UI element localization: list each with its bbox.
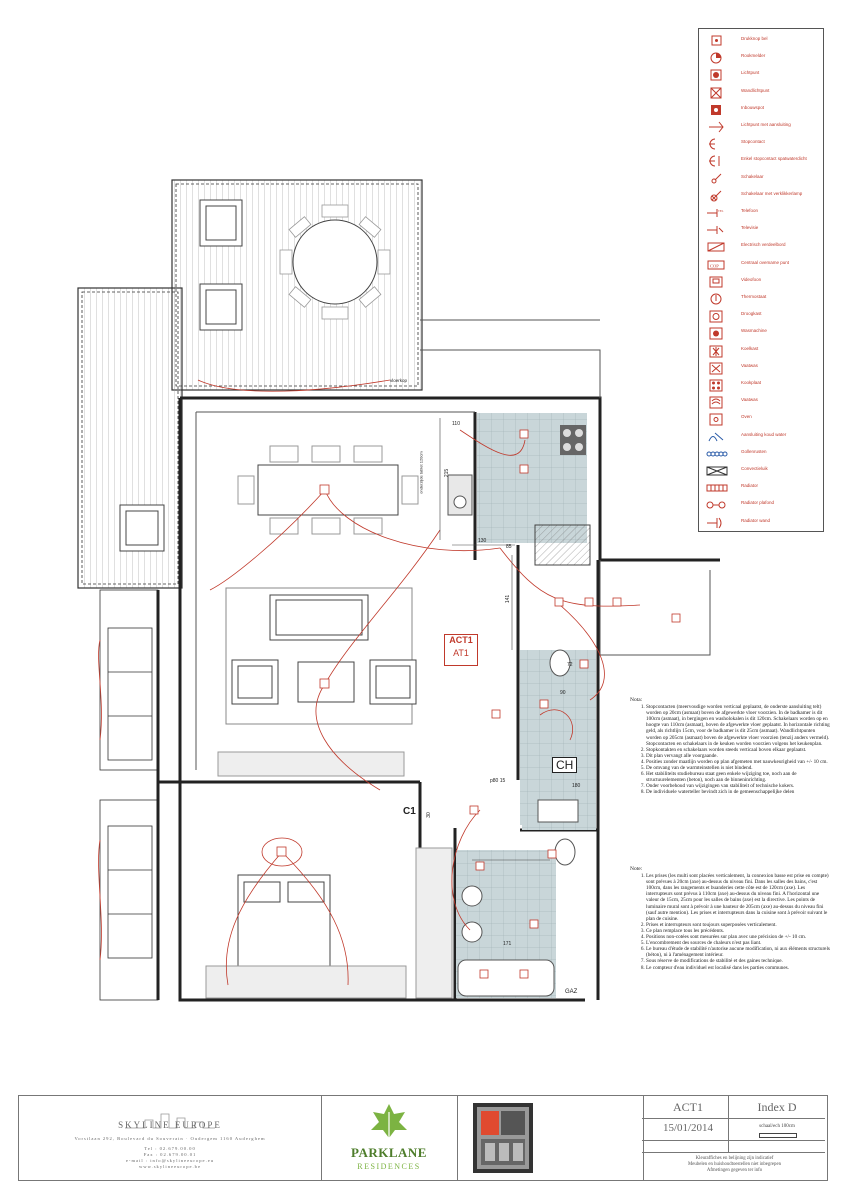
cooktop-icon <box>705 378 727 392</box>
legend-item-label: Telefoon <box>741 208 759 213</box>
legend-item-label: Gollenrusten <box>741 448 767 454</box>
legend-item-label: Lichtpunt met aansluiting <box>741 122 791 127</box>
socket-icon <box>705 137 727 151</box>
company-web: www.skylineeurope.be <box>138 1164 202 1169</box>
keyplan-cell <box>457 1096 644 1180</box>
legend-item-label: Inbouwspot <box>741 104 765 110</box>
legend-item <box>699 497 823 513</box>
wall-light-icon <box>705 86 727 100</box>
sheet-scale-bar <box>759 1133 797 1138</box>
cop-icon <box>705 258 727 272</box>
legend-item <box>699 102 823 118</box>
sheet-index: Index D <box>757 1100 797 1114</box>
note-item: 6. Het stabiliteits studiebureau staat geen enkele wijziging toe, noch aan de structuurelementen (beton), noch aan de binneninrichting. <box>646 771 830 783</box>
legend-item <box>699 136 823 152</box>
legend-item <box>699 360 823 376</box>
sheet-date: 15/01/2014 <box>662 1122 714 1134</box>
legend-item-label: Aansluiting koud water <box>741 431 787 437</box>
legend-item <box>699 377 823 393</box>
legend-item <box>699 480 823 496</box>
bed <box>206 848 452 998</box>
cold-water-icon <box>705 430 727 444</box>
footer-line-1: Kleuraffiches en belijning zijn indicatief <box>695 1156 774 1161</box>
note-item: 5. L'encombrement des sources de chaleurs n'est pas liant. <box>646 940 830 946</box>
room-c1-label: C1 <box>403 806 416 817</box>
legend-item <box>699 33 823 49</box>
legend-item-label: Centraal ovemame punt <box>741 259 790 265</box>
legend-item-label: Enkel stopcontact spatwaterdicht <box>741 156 807 162</box>
company-name: SKYLINE EUROPE <box>118 1120 222 1130</box>
legend-item <box>699 239 823 255</box>
terrace-left <box>78 288 182 588</box>
wall-radiator-icon <box>705 516 727 530</box>
legend-item <box>699 325 823 341</box>
legend-item <box>699 343 823 359</box>
legend-item <box>699 188 823 204</box>
dim-130: 130 <box>478 538 487 544</box>
tb-divider-v <box>728 1095 729 1152</box>
legend-item-label: Radiator wand <box>741 517 771 523</box>
legend-item <box>699 257 823 273</box>
distribution-board-icon <box>705 240 727 254</box>
fridge-icon <box>705 344 727 358</box>
footer-line-3: Afmetingen gegeven ter info <box>706 1168 763 1173</box>
note-item: 4. Posities zonder maatlijn worden op plan afgemeten met nauwkeurigheid van +/- 10 cm. <box>646 759 830 765</box>
legend-item-label: Schakelaar <box>741 173 764 179</box>
tb-divider-h3 <box>642 1152 825 1153</box>
splashproof-socket-icon <box>705 154 727 168</box>
legend-item <box>699 171 823 187</box>
company-tel: Tel : 02.679.00.00 <box>144 1146 196 1151</box>
legend-item-label: Televisie <box>741 225 759 231</box>
unit-subcode: AT1 <box>453 648 469 658</box>
chain-icon <box>705 447 727 461</box>
dim-141: 141 <box>505 594 512 604</box>
svg-text:TEL: TEL <box>718 209 724 213</box>
unit-code-box <box>444 634 478 666</box>
notes-dutch <box>630 697 830 796</box>
dishwasher2-icon <box>705 395 727 409</box>
dim-30: 30 <box>425 812 432 818</box>
legend <box>698 28 824 532</box>
title-block <box>18 1095 828 1181</box>
gaz-label: GAZ <box>565 989 578 995</box>
sheet-scale: schaal/ech 100cm <box>759 1124 795 1129</box>
terrace-upper <box>172 180 422 390</box>
notes-french-list <box>630 873 830 971</box>
pushbutton-icon <box>705 34 727 48</box>
unit-code: ACT1 <box>449 635 473 645</box>
legend-item <box>699 411 823 427</box>
parklane-leaf-icon <box>369 1102 409 1140</box>
switch-icon <box>705 172 727 186</box>
notes-dutch-title: Nota: <box>630 697 643 703</box>
oven-icon <box>705 412 727 426</box>
legend-item <box>699 67 823 83</box>
brand-name: PARKLANE <box>351 1145 427 1160</box>
legend-item <box>699 153 823 169</box>
note-item: 8. De individuele waterteller bevindt zich in de gemeenschappelijke delen <box>646 789 830 795</box>
brand-sub: RESIDENCES <box>357 1162 421 1171</box>
legend-item <box>699 205 823 221</box>
dishwasher-icon <box>705 361 727 375</box>
videophone-icon <box>705 275 727 289</box>
notes-dutch-list <box>630 704 830 795</box>
note-item: 2. Stopkontakten en schakelaars worden steeds verticaal boven elkaar geplaatst. <box>646 747 830 753</box>
note-item: 8. Le compteur d'eau individuel est localisé dans les parties communes. <box>646 965 830 971</box>
legend-item-label: Radiator plafond <box>741 500 775 506</box>
legend-item <box>699 274 823 290</box>
washing-machine-icon <box>705 326 727 340</box>
legend-item <box>699 515 823 531</box>
keyplan-thumbnail <box>473 1103 533 1173</box>
switch-pilot-icon <box>705 189 727 203</box>
company-fax: Fax : 02.679.00.01 <box>143 1152 197 1157</box>
legend-item-label: Thermostaat <box>741 294 767 299</box>
legend-item-label: Stopcontact <box>741 139 765 145</box>
notes-french-title: Note: <box>630 866 643 872</box>
note-item: 4. Positions non-cotées sont mesurées sur plan avec une précision de +/- 10 cm. <box>646 934 830 940</box>
dim-180: 180 <box>572 783 581 789</box>
legend-item-label: Lichtpunt <box>741 70 760 76</box>
legend-item <box>699 291 823 307</box>
legend-item <box>699 119 823 135</box>
legend-item <box>699 222 823 238</box>
legend-item-label: Koelkast <box>741 345 759 351</box>
legend-item <box>699 50 823 66</box>
dim-171: 171 <box>503 941 512 947</box>
note-item: 1. Les prises (les multi sont placées verticalement, la connexion basse est prise en compte) sont prévues à 20cm (axe) au-dessus du niveau fini. Dans les salles des bains, c'est 100cm, dans les rangements et buanderies cette côte est de 120cm (axe). Les interrupteurs sont prévus à 110cm (axe) au-dessus du niveau fini. A l'horizontal une valeur de 15cm, 25cm pour les salles de bains (axe) est la directive. Les points de luminaire mural sont à prévoir à une hauteur de 205cm (axe) au-dessus du niveau fini (sauf autre mention). Les prises et interrupteurs dans la cuisine sont à prévoir suivant le plan de cuisine. <box>646 873 830 922</box>
legend-item-label: Electrisch verdeelbord <box>741 242 786 248</box>
light-connection-icon <box>705 120 727 134</box>
company-cell <box>19 1096 322 1180</box>
legend-item-label: Drukknop bel <box>741 36 768 41</box>
svg-text:COP: COP <box>710 263 719 269</box>
legend-item-label: Vaatwas <box>741 397 758 403</box>
company-email: e-mail : info@skylineeurope.eu <box>125 1158 215 1163</box>
telephone-icon <box>705 206 727 220</box>
legend-item-label: Vaatwas <box>741 362 758 368</box>
thermostat-icon <box>705 292 727 306</box>
legend-item-label: Schakelaar met verklikkerlamp <box>741 190 803 196</box>
sheet-unit: ACT1 <box>673 1100 703 1114</box>
legend-item-label: Kookplaat <box>741 380 762 385</box>
legend-item-label: Droogkast <box>741 311 762 317</box>
room-ch-label: CH <box>552 757 577 773</box>
legend-item <box>699 308 823 324</box>
tb-divider-h1 <box>642 1118 825 1119</box>
legend-item-label: Wasmachine <box>741 328 767 334</box>
note-item: 3. Ce plan remplace tous les précédents. <box>646 928 830 934</box>
dim-110: 110 <box>452 421 460 427</box>
legend-item <box>699 394 823 410</box>
dim-85: 85 <box>506 544 512 550</box>
vloerkop-note: vloerkop <box>390 378 408 383</box>
balconies-left <box>100 590 158 1000</box>
legend-item <box>699 463 823 479</box>
legend-item-label: Radiator <box>741 483 759 489</box>
recessed-spot-icon <box>705 103 727 117</box>
living-furniture <box>218 588 416 776</box>
info-cell <box>643 1096 826 1180</box>
note-item: 1. Stopcontacten (meervoudige worden verticaal geplaatst, de onderste aansluiting telt) worden op 20cm (asmaat) boven de afgewerkte vloer voorzien. In de badkamer is dit 100cm (asmaat), in bergingen en washolokalen is dit 120cm. Schakelaars worden op en hoogte van 110cm (asmaat), boven de afgewerkte vloer geplaatst. In horizontale richting geld, als richtlijn 15cm, voor de badkamer is dit 25cm (asmaat). Wandlichtpunten worden op 205cm (asmaat) boven de afgewerkte vloer voorzien (tenzij anders vermeld). Stopcontacten en schakelaars in de keuken worden voorzien volgens het keukenplan. <box>646 704 830 747</box>
note-item: 6. Le bureau d'étude de stabilité n'autorise aucune modification, ni aux éléments structurels (béton), ni à l'aménagement intérieur. <box>646 946 830 958</box>
dim-p80: p80 15 <box>490 778 506 784</box>
tablet-note: onderzijde tablet 120cm <box>418 451 424 494</box>
legend-item-label: Videofoon <box>741 276 762 282</box>
smoke-detector-icon <box>705 51 727 65</box>
notes-french <box>630 866 830 971</box>
dim-72: 72 <box>567 662 573 668</box>
legend-item-label: Oven <box>741 414 752 420</box>
note-item: 7. Onder voorbehoud van wijzigingen van stabiliteit of technische kokers. <box>646 783 830 789</box>
tb-divider-h2 <box>642 1140 825 1141</box>
radiator-icon <box>705 481 727 495</box>
note-item: 3. Dit plan vervangt alle voorgaande. <box>646 753 830 759</box>
dim-90: 90 <box>560 690 566 696</box>
brand-cell <box>321 1096 458 1180</box>
legend-item <box>699 429 823 445</box>
legend-item-label: Rookmelder <box>741 53 766 59</box>
television-icon <box>705 223 727 237</box>
legend-item-label: Convectieluik <box>741 466 768 471</box>
dryer-icon <box>705 309 727 323</box>
legend-item <box>699 85 823 101</box>
footer-line-2: Meubelen en huishoudtoestellen niet inbegrepen <box>688 1162 781 1167</box>
ceiling-light-icon <box>705 68 727 82</box>
note-item: 5. De omvang van de warmteinstellen is niet bindend. <box>646 765 830 771</box>
legend-item <box>699 446 823 462</box>
note-item: 7. Sous réserve de modifications de stabilité et des gaines technique. <box>646 958 830 964</box>
legend-item-label: Wandlichtpunt <box>741 87 770 93</box>
dim-215: 215 <box>444 468 451 478</box>
convector-icon <box>705 464 727 478</box>
note-item: 2. Prises et interrupteurs sont toujours superposées verticalement. <box>646 922 830 928</box>
ceiling-radiator-icon <box>705 498 727 512</box>
company-address: Vorstlaan 292, Boulevard du Souverain · Oudergem 1160 Auderghem <box>74 1136 266 1141</box>
